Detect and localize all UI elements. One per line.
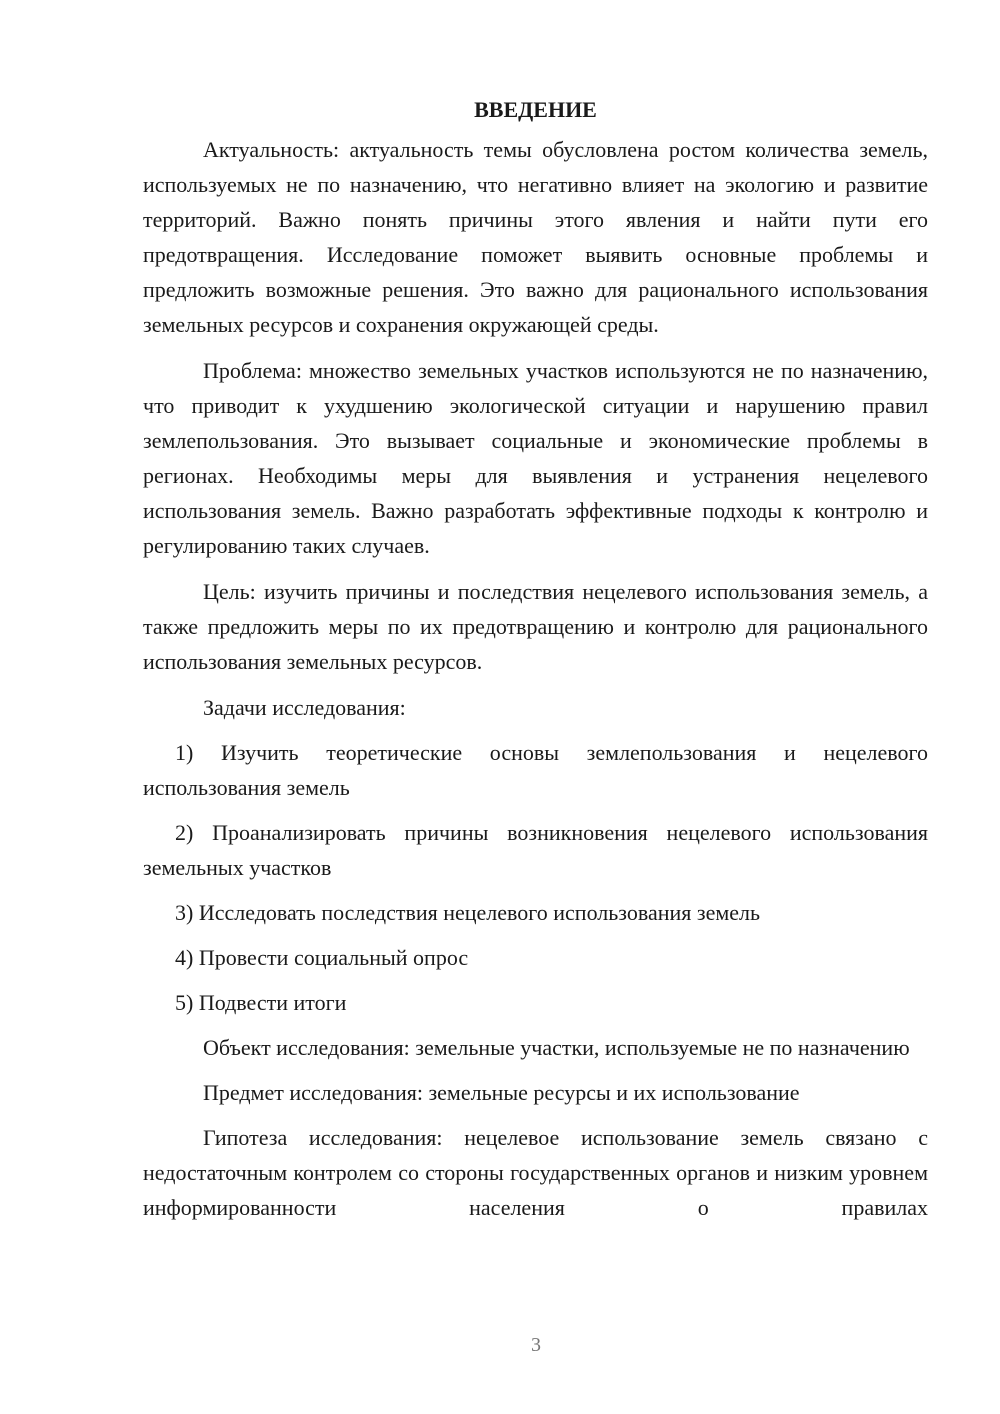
subject-paragraph: Предмет исследования: земельные ресурсы и их использование	[203, 1080, 800, 1105]
tasks-heading: Задачи исследования:	[203, 695, 406, 720]
task-item-1: 1) Изучить теоретические основы землепользования и нецелевого использования земель	[143, 740, 928, 800]
task-item-4: 4) Провести социальный опрос	[175, 945, 469, 970]
task-item-3: 3) Исследовать последствия нецелевого использования земель	[175, 900, 761, 925]
page-number: 3	[531, 1334, 541, 1356]
goal-paragraph: Цель: изучить причины и последствия нецелевого использования земель, а также предложить меры по их предотвращению и контролю для рационального использования земельных ресурсов.	[143, 579, 928, 674]
relevance-paragraph: Актуальность: актуальность темы обусловлена ростом количества земель, используемых не по назначению, что негативно влияет на экологию и развитие территорий. Важно понять причины этого явления и найти пути его предотвращения. Исследование поможет выявить основные проблемы и предложить возможные решения. Это важно для рационального использования земельных ресурсов и сохранения окружающей среды.	[143, 137, 928, 337]
task-item-5: 5) Подвести итоги	[175, 990, 347, 1015]
page-title: ВВЕДЕНИЕ	[474, 97, 597, 122]
object-paragraph: Объект исследования: земельные участки, используемые не по назначению	[203, 1035, 910, 1060]
problem-paragraph: Проблема: множество земельных участков используются не по назначению, что приводит к ухудшению экологической ситуации и нарушению правил землепользования. Это вызывает социальные и экономические проблемы в регионах. Необходимы меры для выявления и устранения нецелевого использования земель. Важно разработать эффективные подходы к контролю и регулированию таких случаев.	[143, 358, 928, 558]
document-page	[143, 92, 928, 1236]
hypothesis-paragraph: Гипотеза исследования: нецелевое использование земель связано с недостаточным контролем со стороны государственных органов и низким уровнем информированности населения о правилах	[143, 1125, 928, 1220]
task-item-2: 2) Проанализировать причины возникновения нецелевого использования земельных участков	[143, 820, 928, 880]
